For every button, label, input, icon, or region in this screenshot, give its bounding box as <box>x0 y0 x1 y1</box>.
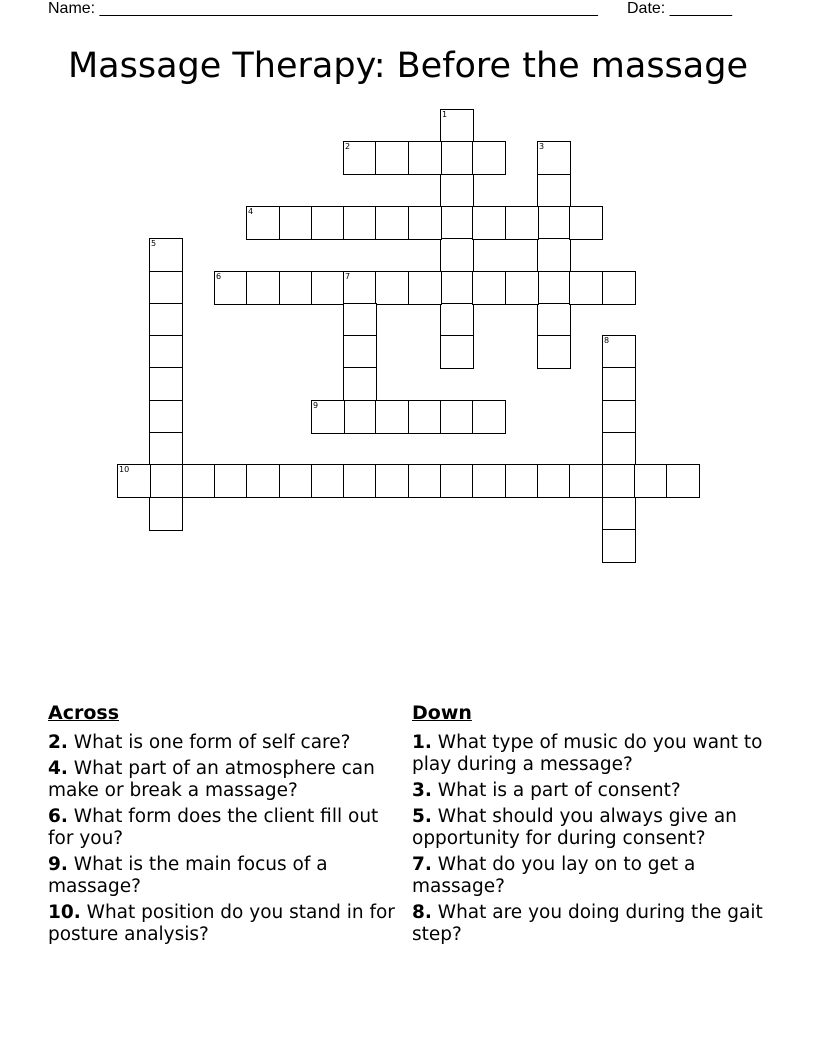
crossword-cell[interactable] <box>246 271 280 305</box>
crossword-cell[interactable] <box>149 400 183 434</box>
across-clue <box>48 732 398 754</box>
across-clue <box>48 758 398 802</box>
crossword-cell[interactable] <box>537 238 571 272</box>
name-field-line: Name: ________________________________________________________ <box>48 0 598 17</box>
clue-text: What do you lay on to get a massage? <box>412 854 696 897</box>
crossword-cell[interactable] <box>375 400 409 434</box>
clue-text: What is the main focus of a massage? <box>48 854 328 897</box>
crossword-cell[interactable] <box>472 400 506 434</box>
cell-number: 6 <box>216 272 222 281</box>
clue-number: 7. <box>412 854 432 875</box>
clue-number: 10. <box>48 902 81 923</box>
clue-number: 5. <box>412 806 432 827</box>
clue-number: 4. <box>48 758 68 779</box>
crossword-cell[interactable] <box>343 400 377 434</box>
across-clue-list <box>48 732 398 946</box>
cell-number: 3 <box>539 142 545 151</box>
crossword-cell[interactable] <box>440 174 474 208</box>
crossword-cell[interactable] <box>375 206 409 240</box>
clue-text: What is one form of self care? <box>67 732 351 753</box>
cell-number: 9 <box>313 401 319 410</box>
crossword-cell[interactable] <box>343 367 377 401</box>
crossword-cell[interactable] <box>440 109 474 143</box>
down-clue <box>412 732 782 776</box>
clue-text: What form does the client fill out for you? <box>48 806 379 849</box>
clue-number: 2. <box>48 732 68 753</box>
crossword-cell[interactable] <box>343 141 377 175</box>
crossword-cell[interactable] <box>472 464 506 498</box>
across-clue <box>48 806 398 850</box>
down-heading: Down <box>412 702 472 724</box>
crossword-cell[interactable] <box>279 271 313 305</box>
down-clue <box>412 854 782 898</box>
crossword-cell[interactable] <box>440 464 474 498</box>
crossword-cell[interactable] <box>602 400 636 434</box>
crossword-cell[interactable] <box>375 464 409 498</box>
crossword-cell[interactable] <box>343 271 377 305</box>
across-clue <box>48 902 398 946</box>
crossword-cell[interactable] <box>311 271 345 305</box>
clue-text: What type of music do you want to play during a message? <box>412 732 763 775</box>
crossword-cell[interactable] <box>472 206 506 240</box>
across-clues <box>48 700 398 950</box>
clue-number: 3. <box>412 780 432 801</box>
crossword-cell[interactable] <box>537 464 571 498</box>
crossword-cell[interactable] <box>537 174 571 208</box>
crossword-cell[interactable] <box>602 529 636 563</box>
crossword-cell[interactable] <box>279 206 313 240</box>
crossword-cell[interactable] <box>311 400 345 434</box>
crossword-cell[interactable] <box>149 367 183 401</box>
crossword-cell[interactable] <box>214 271 248 305</box>
clue-text: What position do you stand in for posture analysis? <box>48 902 395 945</box>
crossword-cell[interactable] <box>505 271 539 305</box>
cell-number: 1 <box>442 110 448 119</box>
down-clue <box>412 806 782 850</box>
down-clue-list <box>412 732 782 946</box>
crossword-cell[interactable] <box>505 464 539 498</box>
crossword-cell[interactable] <box>149 238 183 272</box>
cell-number: 5 <box>151 239 157 248</box>
crossword-cell[interactable] <box>440 141 474 175</box>
crossword-cell[interactable] <box>343 335 377 369</box>
crossword-cell[interactable] <box>214 464 248 498</box>
crossword-cell[interactable] <box>537 206 571 240</box>
clue-number: 6. <box>48 806 68 827</box>
crossword-cell[interactable] <box>472 141 506 175</box>
crossword-cell[interactable] <box>505 206 539 240</box>
crossword-cell[interactable] <box>149 303 183 337</box>
down-clue <box>412 902 782 946</box>
crossword-cell[interactable] <box>311 464 345 498</box>
across-heading: Across <box>48 702 120 724</box>
crossword-cell[interactable] <box>440 335 474 369</box>
down-clues <box>412 700 782 950</box>
cell-number: 4 <box>248 207 254 216</box>
crossword-cell[interactable] <box>440 271 474 305</box>
crossword-cell[interactable] <box>472 271 506 305</box>
crossword-cell[interactable] <box>537 335 571 369</box>
clue-text: What should you always give an opportunity for during consent? <box>412 806 737 849</box>
crossword-cell[interactable] <box>246 464 280 498</box>
crossword-cell[interactable] <box>343 206 377 240</box>
crossword-cell[interactable] <box>182 464 216 498</box>
cell-number: 10 <box>119 465 130 474</box>
crossword-cell[interactable] <box>602 464 636 498</box>
clue-text: What are you doing during the gait step? <box>412 902 763 945</box>
crossword-cell[interactable] <box>149 432 183 466</box>
crossword-cell[interactable] <box>408 464 442 498</box>
crossword-cell[interactable] <box>440 303 474 337</box>
crossword-cell[interactable] <box>343 464 377 498</box>
clue-number: 1. <box>412 732 432 753</box>
crossword-cell[interactable] <box>440 206 474 240</box>
cell-number: 2 <box>345 142 351 151</box>
crossword-cell[interactable] <box>246 206 280 240</box>
crossword-cell[interactable] <box>569 271 603 305</box>
down-clue <box>412 780 782 802</box>
crossword-cell[interactable] <box>569 206 603 240</box>
clue-number: 9. <box>48 854 68 875</box>
cell-number: 7 <box>345 272 351 281</box>
crossword-cell[interactable] <box>149 464 183 498</box>
clue-number: 8. <box>412 902 432 923</box>
crossword-cell[interactable] <box>602 367 636 401</box>
crossword-cell[interactable] <box>666 464 700 498</box>
clue-text: What part of an atmosphere can make or break a massage? <box>48 758 375 801</box>
crossword-cell[interactable] <box>602 335 636 369</box>
crossword-cell[interactable] <box>408 206 442 240</box>
crossword-cell[interactable] <box>149 497 183 531</box>
crossword-cell[interactable] <box>440 400 474 434</box>
crossword-cell[interactable] <box>375 141 409 175</box>
crossword-cell[interactable] <box>279 464 313 498</box>
crossword-cell[interactable] <box>343 303 377 337</box>
crossword-cell[interactable] <box>634 464 668 498</box>
page-title: Massage Therapy: Before the massage <box>67 46 748 86</box>
crossword-cell[interactable] <box>569 464 603 498</box>
crossword-cell[interactable] <box>602 271 636 305</box>
crossword-cell[interactable] <box>408 400 442 434</box>
crossword-cell[interactable] <box>602 432 636 466</box>
date-field-line: Date: _______ <box>627 0 732 17</box>
crossword-cell[interactable] <box>537 271 571 305</box>
cell-number: 8 <box>604 336 610 345</box>
crossword-cell[interactable] <box>537 303 571 337</box>
crossword-cell[interactable] <box>408 271 442 305</box>
crossword-cell[interactable] <box>375 271 409 305</box>
crossword-cell[interactable] <box>440 238 474 272</box>
crossword-cell[interactable] <box>149 271 183 305</box>
clue-text: What is a part of consent? <box>431 780 681 801</box>
crossword-cell[interactable] <box>117 464 151 498</box>
across-clue <box>48 854 398 898</box>
crossword-cell[interactable] <box>537 141 571 175</box>
crossword-cell[interactable] <box>149 335 183 369</box>
crossword-cell[interactable] <box>408 141 442 175</box>
crossword-cell[interactable] <box>602 497 636 531</box>
crossword-cell[interactable] <box>311 206 345 240</box>
